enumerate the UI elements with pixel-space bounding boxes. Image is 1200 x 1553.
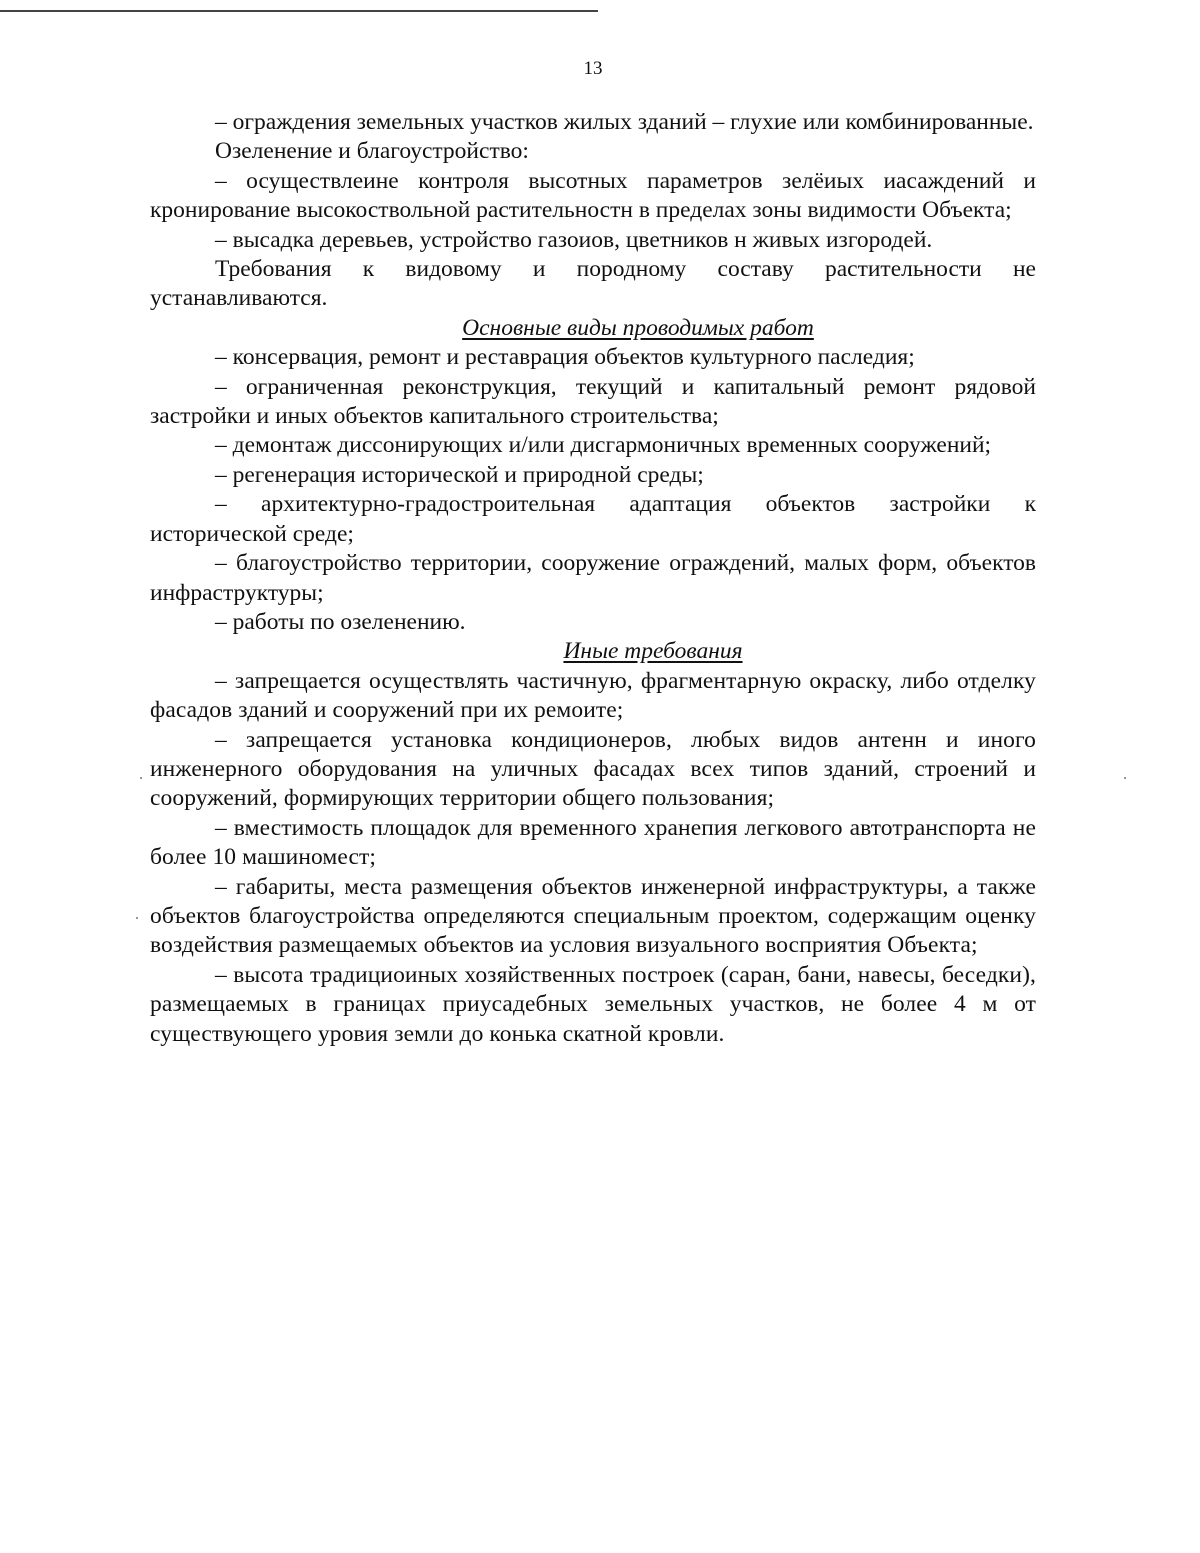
section-heading-other: Иные требования xyxy=(563,638,743,665)
other-item: – высота традициоиных хозяйственных построек (саран, бани, навесы, беседки), размещаемых в границах приусадебных земельных участков, не более 4 м от существующего уровия земли до конька скатной кровли. xyxy=(150,961,1036,1047)
other-item: – запрещается установка кондиционеров, любых видов антенн и иного инженерного оборудования на уличных фасадах всех типов зданий, строений и сооружений, формирующих территории общего пользования; xyxy=(150,726,1036,812)
works-item: – консервация, ремонт и реставрация объектов культурного паследия; xyxy=(215,344,915,371)
greening-item: – высадка деревьев, устройство газоиов, цветников н живых изгородей. xyxy=(215,226,933,253)
scan-edge-line xyxy=(0,10,598,12)
scan-speck xyxy=(1124,777,1126,779)
other-requirements-list xyxy=(150,667,1036,1049)
greening-item: – осуществлеине контроля высотных параметров зелёиых иасаждений и кронирование высокоствольной растительностн в пределах зоны видимости Объекта; xyxy=(150,167,1036,224)
greening-note: Требования к видовому и породному составу растительности не устанавливаются. xyxy=(150,256,1036,312)
works-item: – работы по озеленению. xyxy=(215,608,466,635)
section-heading-works: Основные виды проводимых работ xyxy=(462,314,814,341)
scan-speck xyxy=(136,917,138,919)
page-number: 13 xyxy=(583,58,603,79)
scan-speck xyxy=(140,777,142,779)
other-item: – запрещается осуществлять частичную, фрагментарную окраску, либо отделку фасадов зданий и сооружений при их ремоите; xyxy=(150,667,1036,724)
works-item: – ограниченная реконструкция, текущий и капитальный ремонт рядовой застройки и иных объектов капитального строительства; xyxy=(150,373,1036,430)
greening-title: Озеленение и благоустройство: xyxy=(215,138,529,165)
other-item: – вместимость площадок для временного хранепия легкового автотранспорта не более 10 машиномест; xyxy=(150,814,1036,871)
other-item: – габариты, места размещения объектов инженерной инфраструктуры, а также объектов благоустройства определяются специальным проектом, содержащим оценку воздействия размещаемых объектов иа условия визуального восприятия Объекта; xyxy=(150,873,1036,959)
works-item: – демонтаж диссонирующих и/или дисгармоничных временных сооружений; xyxy=(215,432,992,459)
document-body xyxy=(150,108,1036,1049)
paragraph-fence: – ограждения земельных участков жилых зданий – глухие или комбинированные. xyxy=(215,109,1034,135)
works-item: – архитектурно-градостроительная адаптация объектов застройки к исторической среде; xyxy=(150,491,1036,547)
works-item: – благоустройство территории, сооружение ограждений, малых форм, объектов инфраструктуры; xyxy=(150,550,1036,606)
works-item: – регенерация исторической и природной среды; xyxy=(215,461,704,488)
